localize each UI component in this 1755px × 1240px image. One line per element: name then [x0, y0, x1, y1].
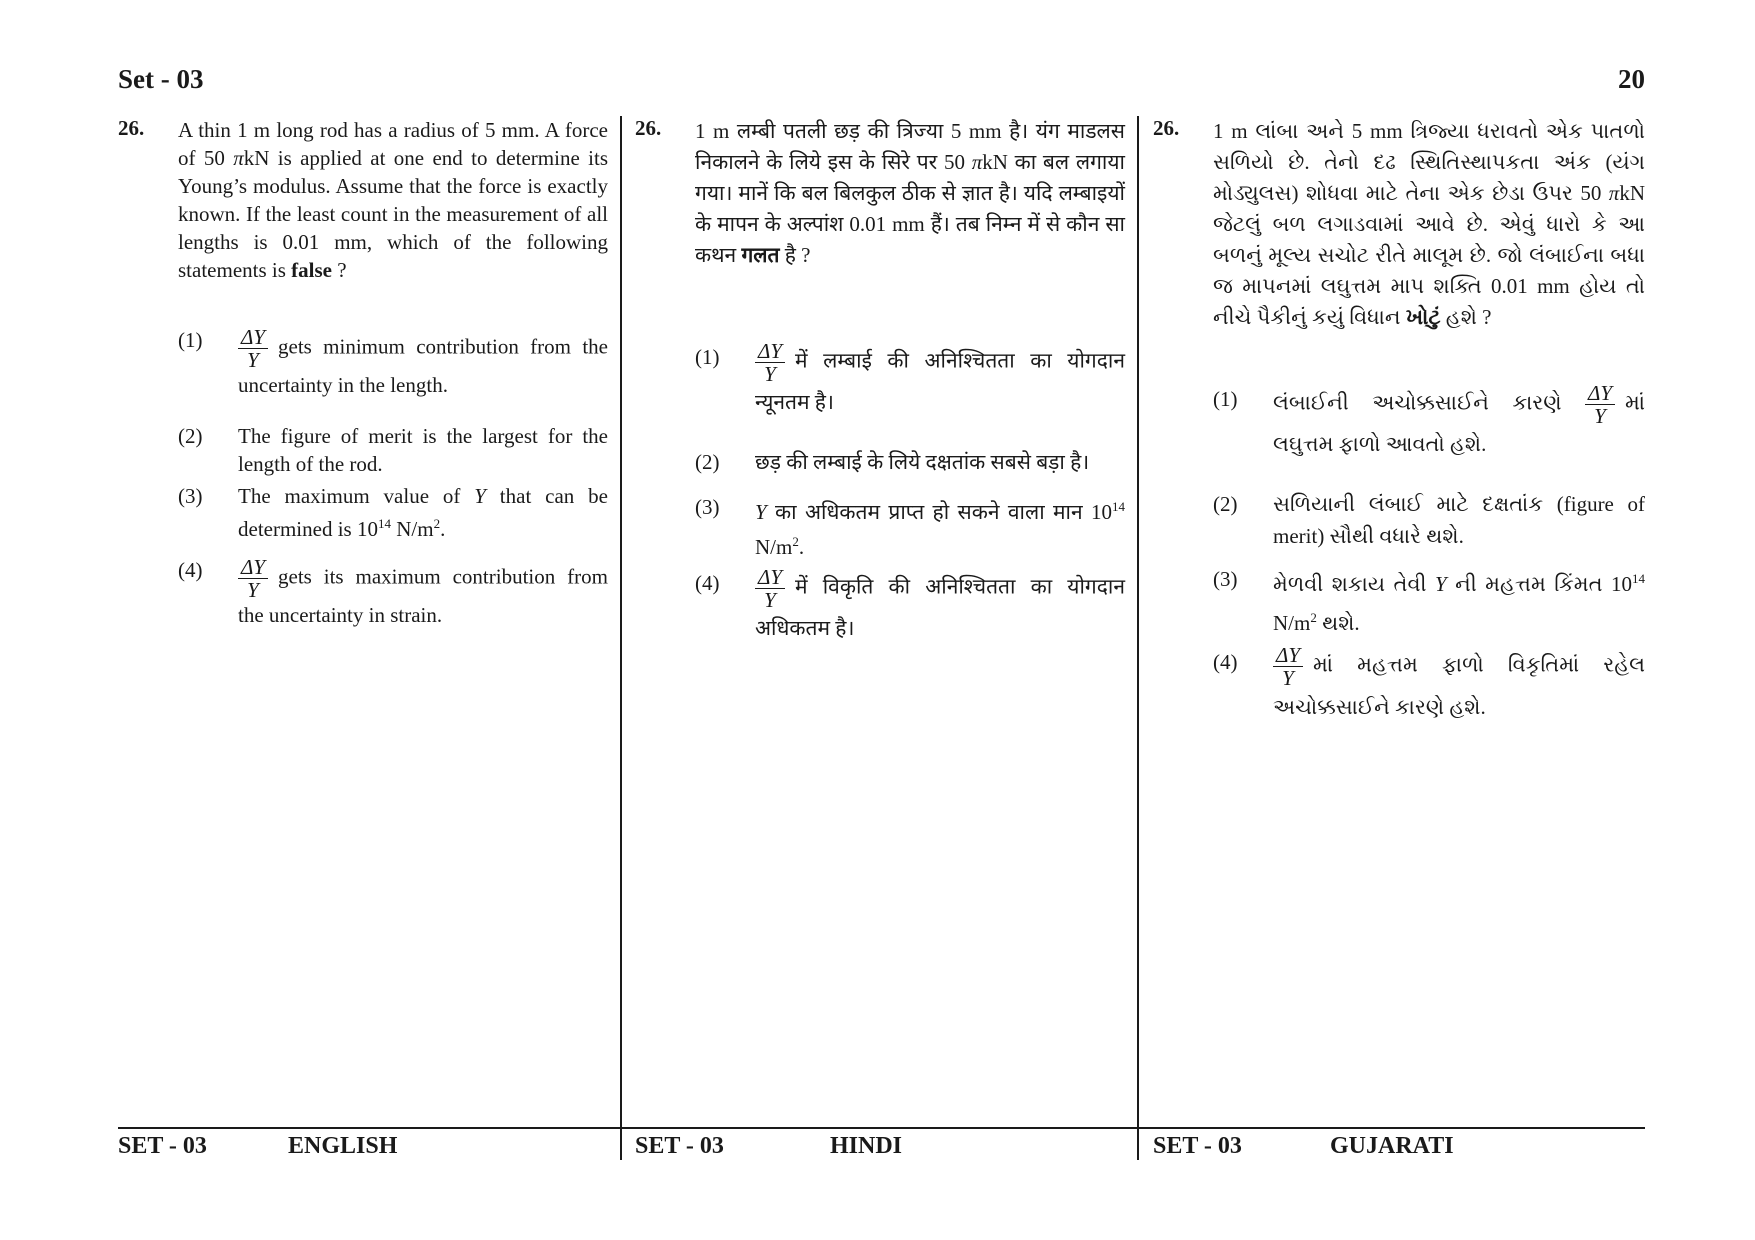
- footer-gujarati: [1153, 1133, 1454, 1160]
- question-text: 1 m लम्बी पतली छड़ की त्रिज्या 5 mm है। यंग माडलस निकालने के लिये इस के सिरे पर 50 πkN का बल लगाया गया। मानें कि बल बिलकुल ठीक से ज्ञात है। यदि लम्बाइयों के मापन के अल्पांश 0.01 mm हैं। तब निम्न में से कौन सा कथन गलत है ?: [695, 119, 1125, 267]
- question-number: 26.: [118, 116, 145, 140]
- delta-y-over-y: $\frac{\Delta Y}{Y}$: [1585, 382, 1615, 427]
- question-number: 26.: [1153, 116, 1180, 140]
- footer-lang: ENGLISH: [288, 1133, 398, 1159]
- delta-y-over-y: $\frac{\Delta Y}{Y}$: [1273, 644, 1303, 689]
- footer-set: SET - 03: [635, 1133, 724, 1159]
- footer-lang: HINDI: [830, 1133, 903, 1159]
- footer-rule: [118, 1127, 1645, 1129]
- set-title: Set - 03: [118, 64, 204, 94]
- footer-hindi: [635, 1133, 903, 1160]
- footer-english: [118, 1133, 398, 1160]
- hindi-column: 26. 1 m लम्बी पतली छड़ की त्रिज्या 5 mm है। यंग माडलस निकालने के लिये इस के सिरे पर 50 πkN का बल लगाया गया। मानें कि बल बिलकुल ठीक से ज्ञात है। यदि लम्बाइयों के मापन के अल्पांश 0.01 mm हैं। तब निम्न में से कौन सा कथन गलत है ? (1) $\frac{\Delta Y}{Y}$ में लम्बाई की अनिश्चितता का योगदान न्यूनतम है। (2) छड़ की लम्बाई के लिये दक्षतांक सबसे बड़ा है। (3) Y का अधिकतम प्राप्त हो सकने वाला मान $10^{14}$ $N/m^2$. (4) $\frac{\Delta Y}{Y}$ में विकृति की अनिश्चितता का योगदान अधिकतम है।: [635, 116, 1125, 640]
- delta-y-over-y: $\frac{\Delta Y}{Y}$: [238, 326, 268, 371]
- footer-set: SET - 03: [1153, 1133, 1242, 1159]
- delta-y-over-y: $\frac{\Delta Y}{Y}$: [755, 566, 785, 611]
- page-number: 20: [1618, 64, 1645, 94]
- english-column: 26. A thin 1 m long rod has a radius of 5 mm. A force of 50 πkN is applied at one end to determine its Young’s modulus. Assume that the force is exactly known. If the least count in the measurement of all lengths is 0.01 mm, which of the following statements is false ? (1) $\frac{\Delta Y}{Y}$ gets minimum contribution from the uncertainty in the length. (2) The figure of merit is the largest for the length of the rod. (3) The maximum value of Y that can be determined is $10^{14}$ $N/m^2$. (4) $\frac{\Delta Y}{Y}$ gets its maximum contribution from the uncertainty in strain.: [118, 116, 608, 627]
- question-number: 26.: [635, 116, 662, 140]
- delta-y-over-y: $\frac{\Delta Y}{Y}$: [755, 340, 785, 385]
- question-text: A thin 1 m long rod has a radius of 5 mm. A force of 50 πkN is applied at one end to determine its Young’s modulus. Assume that the force is exactly known. If the least count in the measurement of all lengths is 0.01 mm, which of the following statements is false ?: [178, 118, 608, 282]
- column-divider: [620, 116, 622, 1160]
- delta-y-over-y: $\frac{\Delta Y}{Y}$: [238, 556, 268, 601]
- footer-lang: GUJARATI: [1330, 1133, 1454, 1159]
- question-text: 1 m લાંબા અને 5 mm ત્રિજ્યા ધરાવતો એક પાતળો સળિયો છે. તેનો દઢ સ્થિતિસ્થાપકતા અંક (યંગ મોડ્યુલસ) શોધવા માટે તેના એક છેડા ઉપર 50 πkN જેટલું બળ લગાડવામાં આવે છે. એવું ધારો કે આ બળનું મૂલ્ય સચોટ રીતે માલૂમ છે. જો લંબાઈના બધા જ માપનમાં લઘુત્તમ માપ શક્તિ 0.01 mm હોય તો નીચે પૈકીનું કયું વિધાન ખોટું હશે ?: [1213, 119, 1645, 329]
- gujarati-column: 26. 1 m લાંબા અને 5 mm ત્રિજ્યા ધરાવતો એક પાતળો સળિયો છે. તેનો દઢ સ્થિતિસ્થાપકતા અંક (યંગ મોડ્યુલસ) શોધવા માટે તેના એક છેડા ઉપર 50 πkN જેટલું બળ લગાડવામાં આવે છે. એવું ધારો કે આ બળનું મૂલ્ય સચોટ રીતે માલૂમ છે. જો લંબાઈના બધા જ માપનમાં લઘુત્તમ માપ શક્તિ 0.01 mm હોય તો નીચે પૈકીનું કયું વિધાન ખોટું હશે ? (1) લંબાઈની અચોક્કસાઈને કારણે $\frac{\Delta Y}{Y}$ માં લઘુત્તમ ફાળો આવતો હશે. (2) સળિયાની લંબાઈ માટે દક્ષતાંક (figure of merit) સૌથી વધારે થશે. (3) મેળવી શકાય તેવી Y ની મહત્તમ કિંમત $10^{14}$ $N/m^2$ થશે. (4) $\frac{\Delta Y}{Y}$ માં મહત્તમ ફાળો વિકૃતિમાં રહેલ અચોક્કસાઈને કારણે હશે.: [1153, 116, 1645, 719]
- column-divider: [1137, 116, 1139, 1160]
- footer-set: SET - 03: [118, 1133, 207, 1159]
